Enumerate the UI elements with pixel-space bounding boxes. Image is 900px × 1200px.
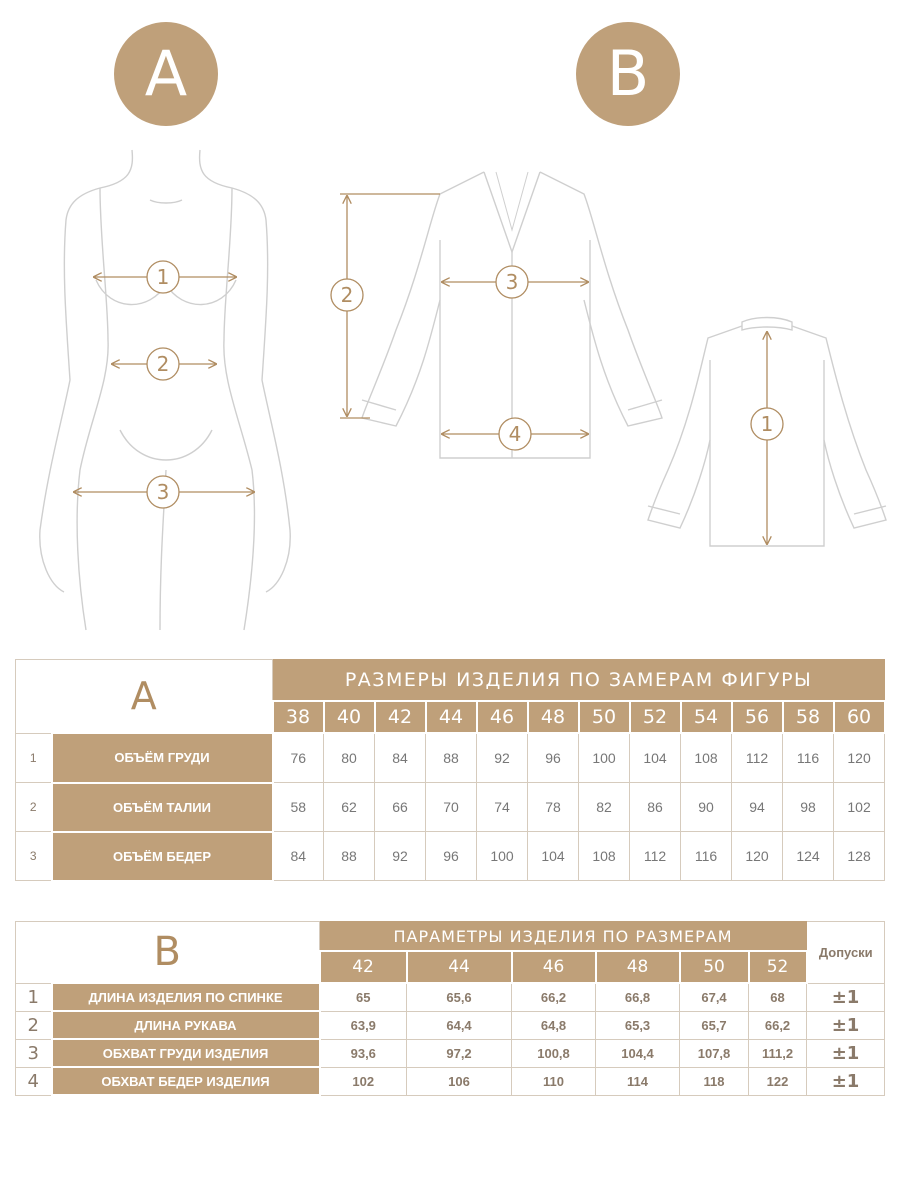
table-cell: 104,4 <box>596 1039 680 1067</box>
table-cell: 108 <box>579 832 630 881</box>
table-row <box>16 832 885 881</box>
table-cell: 65 <box>320 983 407 1011</box>
table-cell: 128 <box>834 832 885 881</box>
table-row <box>16 733 885 783</box>
table-cell: 108 <box>681 733 732 783</box>
table-row <box>16 983 885 1011</box>
size-header: 44 <box>407 951 512 983</box>
table-cell: 102 <box>320 1067 407 1095</box>
row-label: ДЛИНА РУКАВА <box>52 1011 320 1039</box>
table-cell: 66,8 <box>596 983 680 1011</box>
row-label: ДЛИНА ИЗДЕЛИЯ ПО СПИНКЕ <box>52 983 320 1011</box>
tolerance-cell: ±1 <box>807 1011 885 1039</box>
table-cell: 66,2 <box>512 983 596 1011</box>
table-cell: 68 <box>749 983 807 1011</box>
table-cell: 65,3 <box>596 1011 680 1039</box>
row-number: 4 <box>16 1067 52 1095</box>
table-cell: 122 <box>749 1067 807 1095</box>
table-cell: 124 <box>783 832 834 881</box>
table-cell: 116 <box>783 733 834 783</box>
row-label: ОБЪЁМ ГРУДИ <box>52 733 273 783</box>
size-header: 56 <box>732 701 783 733</box>
body-label-3: 3 <box>156 480 170 504</box>
badge-b: B <box>576 22 680 126</box>
table-cell: 100 <box>477 832 528 881</box>
blouse-front <box>362 172 662 458</box>
back-label-1: 1 <box>760 412 774 436</box>
table-cell: 76 <box>273 733 324 783</box>
front-measures <box>331 194 588 450</box>
table-a-letter: A <box>16 660 273 734</box>
table-cell: 67,4 <box>680 983 749 1011</box>
size-header: 48 <box>596 951 680 983</box>
table-cell: 88 <box>324 832 375 881</box>
table-cell: 84 <box>375 733 426 783</box>
row-number: 2 <box>16 783 52 832</box>
tolerance-cell: ±1 <box>807 983 885 1011</box>
table-cell: 64,4 <box>407 1011 512 1039</box>
table-cell: 88 <box>426 733 477 783</box>
table-cell: 110 <box>512 1067 596 1095</box>
table-cell: 104 <box>528 832 579 881</box>
size-header: 40 <box>324 701 375 733</box>
table-cell: 111,2 <box>749 1039 807 1067</box>
table-cell: 96 <box>426 832 477 881</box>
row-number: 1 <box>16 983 52 1011</box>
body-label-2: 2 <box>156 352 170 376</box>
table-cell: 80 <box>324 733 375 783</box>
front-label-2: 2 <box>340 283 354 307</box>
table-row <box>16 783 885 832</box>
table-cell: 64,8 <box>512 1011 596 1039</box>
row-number: 2 <box>16 1011 52 1039</box>
size-header: 46 <box>477 701 528 733</box>
table-cell: 112 <box>732 733 783 783</box>
row-number: 1 <box>16 733 52 783</box>
table-cell: 104 <box>630 733 681 783</box>
table-cell: 107,8 <box>680 1039 749 1067</box>
table-cell: 78 <box>528 783 579 832</box>
table-cell: 98 <box>783 783 834 832</box>
tolerance-header: Допуски <box>807 922 885 984</box>
table-cell: 118 <box>680 1067 749 1095</box>
table-cell: 102 <box>834 783 885 832</box>
table-cell: 100 <box>579 733 630 783</box>
table-cell: 58 <box>273 783 324 832</box>
size-header: 50 <box>680 951 749 983</box>
row-label: ОБХВАТ ГРУДИ ИЗДЕЛИЯ <box>52 1039 320 1067</box>
size-header: 50 <box>579 701 630 733</box>
table-cell: 70 <box>426 783 477 832</box>
size-header: 42 <box>375 701 426 733</box>
table-row <box>16 1039 885 1067</box>
table-cell: 97,2 <box>407 1039 512 1067</box>
table-cell: 65,7 <box>680 1011 749 1039</box>
table-row <box>16 1067 885 1095</box>
row-label: ОБЪЁМ БЕДЕР <box>52 832 273 881</box>
table-cell: 92 <box>477 733 528 783</box>
garment-size-table <box>15 921 885 1096</box>
size-header: 48 <box>528 701 579 733</box>
size-header: 52 <box>749 951 807 983</box>
table-cell: 112 <box>630 832 681 881</box>
table-row <box>16 1011 885 1039</box>
table-cell: 84 <box>273 832 324 881</box>
table-cell: 82 <box>579 783 630 832</box>
body-figure <box>40 150 290 630</box>
table-cell: 116 <box>681 832 732 881</box>
body-label-1: 1 <box>156 265 170 289</box>
table-cell: 86 <box>630 783 681 832</box>
table-cell: 114 <box>596 1067 680 1095</box>
row-number: 3 <box>16 1039 52 1067</box>
table-cell: 65,6 <box>407 983 512 1011</box>
size-header: 38 <box>273 701 324 733</box>
front-label-4: 4 <box>508 422 522 446</box>
table-a-header: РАЗМЕРЫ ИЗДЕЛИЯ ПО ЗАМЕРАМ ФИГУРЫ <box>273 660 885 702</box>
row-label: ОБХВАТ БЕДЕР ИЗДЕЛИЯ <box>52 1067 320 1095</box>
table-cell: 106 <box>407 1067 512 1095</box>
table-cell: 66 <box>375 783 426 832</box>
table-cell: 74 <box>477 783 528 832</box>
size-header: 58 <box>783 701 834 733</box>
size-header: 60 <box>834 701 885 733</box>
table-cell: 96 <box>528 733 579 783</box>
badge-a: A <box>114 22 218 126</box>
size-header: 44 <box>426 701 477 733</box>
table-cell: 93,6 <box>320 1039 407 1067</box>
size-header: 42 <box>320 951 407 983</box>
table-cell: 120 <box>732 832 783 881</box>
row-number: 3 <box>16 832 52 881</box>
body-measures <box>74 261 254 508</box>
tolerance-cell: ±1 <box>807 1067 885 1095</box>
table-b-header: ПАРАМЕТРЫ ИЗДЕЛИЯ ПО РАЗМЕРАМ <box>320 922 807 952</box>
table-cell: 90 <box>681 783 732 832</box>
table-cell: 63,9 <box>320 1011 407 1039</box>
back-measures <box>751 332 783 544</box>
front-label-3: 3 <box>505 270 519 294</box>
size-header: 46 <box>512 951 596 983</box>
table-b-letter: B <box>16 922 320 984</box>
row-label: ОБЪЁМ ТАЛИИ <box>52 783 273 832</box>
table-cell: 62 <box>324 783 375 832</box>
size-header: 54 <box>681 701 732 733</box>
size-header: 52 <box>630 701 681 733</box>
tolerance-cell: ±1 <box>807 1039 885 1067</box>
table-cell: 92 <box>375 832 426 881</box>
table-cell: 120 <box>834 733 885 783</box>
body-size-table <box>15 659 886 882</box>
table-cell: 66,2 <box>749 1011 807 1039</box>
table-cell: 100,8 <box>512 1039 596 1067</box>
table-cell: 94 <box>732 783 783 832</box>
